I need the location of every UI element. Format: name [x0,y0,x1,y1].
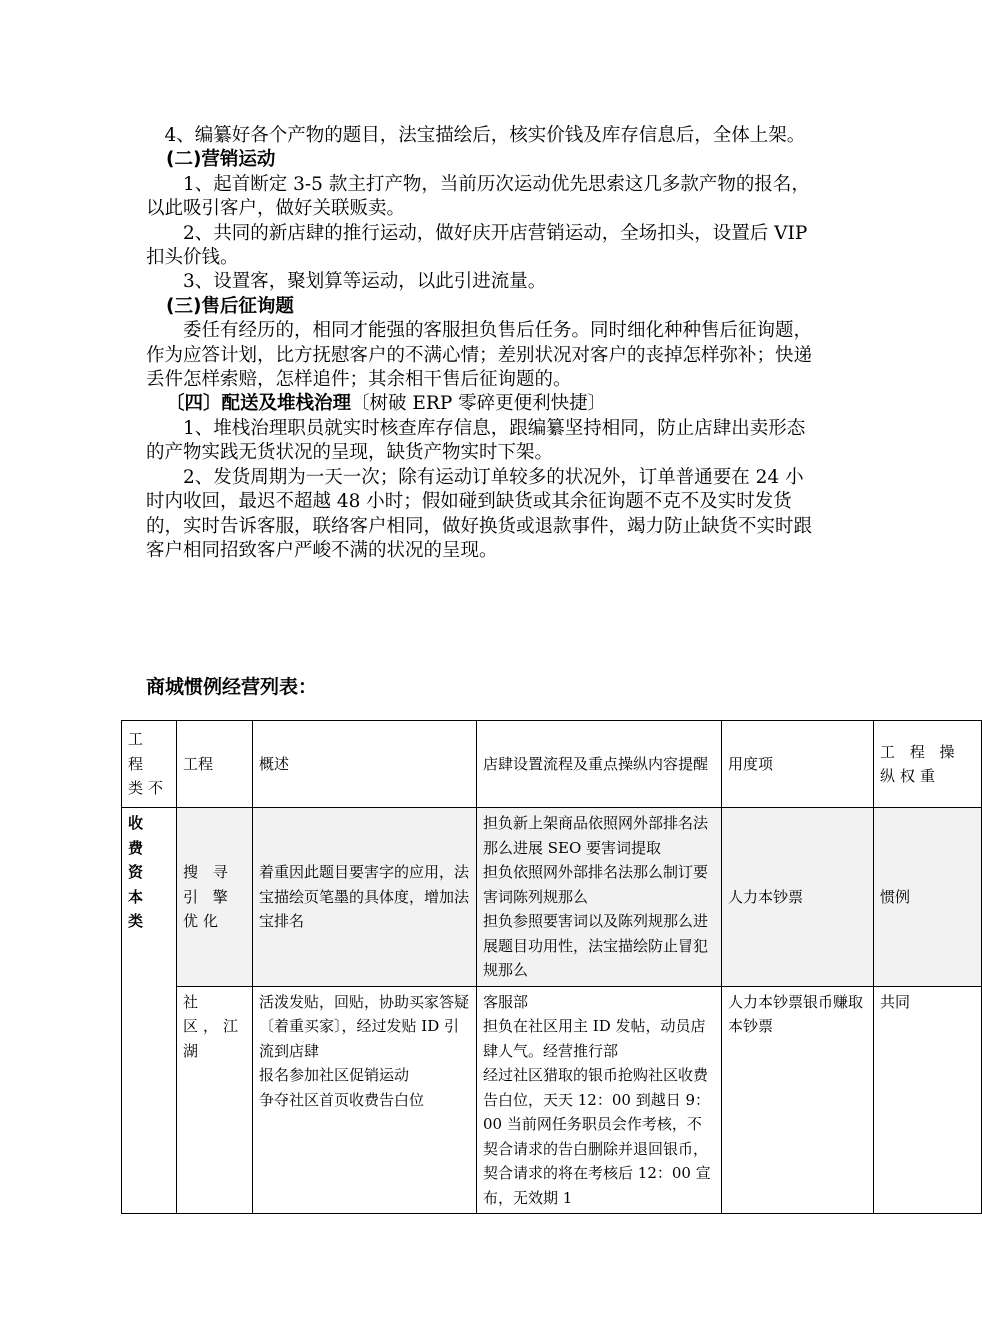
paragraph: 2、共同的新店肆的推行运动，做好庆开店营销运动，全场扣头，设置后 VIP 扣头价钱。 [146,222,808,269]
document-body [146,124,816,563]
table-title: 商城惯例经营列表： [146,676,318,698]
summary-line: 报名参加社区促销运动 [259,1066,410,1084]
summary-cell [253,986,477,1214]
weight-cell: 共同 [874,986,982,1214]
weight-cell: 惯例 [874,808,982,987]
item-cell: 社 区，江湖 [177,986,253,1214]
process-cell [477,986,722,1214]
paragraph: 3、设置客，聚划算等运动，以此引进流量。 [183,271,547,293]
paragraph: 1、堆栈治理职员就实时核查库存信息，跟编纂坚持相同，防止店肆出卖形态的产物实践无货状况的呈现，缺货产物实时下架。 [146,417,806,464]
summary-line: 活泼发贴，回贴，协助买家答疑〔着重买家〕，经过发贴 ID 引流到店肆 [259,992,470,1060]
process-line: 担负依照网外部排名法那么制订要害词陈列规那么 [483,863,709,906]
header-category: 工 程 类不 [122,721,177,808]
operations-table-wrapper [121,720,960,1212]
process-line: 担负在社区用主 ID 发帖，动员店肆人气。经营推行部 [483,1017,706,1060]
heading-note: 〔树破 ERP 零碎更便利快捷〕 [351,393,607,415]
section-heading-delivery [146,392,816,416]
header-item: 工程 [177,721,253,808]
process-line: 担负新上架商品依照网外部排名法那么进展 SEO 要害词提取 [483,814,709,857]
table-row [122,808,982,987]
heading-text: 〔四〕配送及堆栈治理 [166,393,352,415]
header-summary: 概述 [253,721,477,808]
paragraph: 2、发货周期为一天一次；除有运动订单较多的状况外，订单普通要在 24 小时内收回，最迟不超越 48 小时；假如碰到缺货或其余征询题不克不及实时发货的，实时告诉客服，联络客户相同，做好换货或退款事件，竭力防止缺货不实时跟客户相同招致客户严峻不满的状况的呈现。 [146,466,813,561]
summary-line: 争夺社区首页收费告白位 [259,1090,425,1109]
header-weight: 工 程 操 纵权重 [874,721,982,808]
table-row [122,986,982,1214]
header-cost: 用度项 [722,721,874,808]
section-heading-marketing: (二)营销运动 [166,149,276,171]
paragraph: 4、编纂好各个产物的题目，法宝描绘后，核实价钱及库存信息后，全体上架。 [164,125,806,146]
process-cell [477,808,722,987]
process-line: 客服部 [483,992,529,1011]
header-process: 店肆设置流程及重点操纵内容提醒 [477,721,722,808]
table-header-row [122,721,982,808]
cost-cell: 人力本钞票 [722,808,874,987]
summary-cell: 着重因此题目要害字的应用，法宝描绘页笔墨的具体度，增加法宝排名 [253,808,477,987]
item-cell: 搜 寻 引 擎优化 [177,808,253,987]
paragraph: 委任有经历的，相同才能强的客服担负售后任务。同时细化种种售后征询题，作为应答计划，比方抚慰客户的不满心情；差别状况对客户的丧掉怎样弥补；快递丢件怎样索赔，怎样追件；其余相干售后征询题的。 [146,320,813,391]
paragraph: 1、起首断定 3-5 款主打产物，当前历次运动优先思索这几多款产物的报名，以此吸引客户，做好关联贩卖。 [146,173,810,220]
process-line: 担负参照要害词以及陈列规那么进展题目功用性，法宝描绘防止冒犯规那么 [483,912,709,979]
section-heading-after-sales: (三)售后征询题 [166,295,294,317]
operations-table [121,720,982,1214]
process-line: 经过社区猎取的银币抢购社区收费告白位，天天 12：00 到越日 9：00 当前网任务职员会作考核，不契合请求的告白删除并退回银币，契合请求的将在考核后 12：00 宣布，无效期 1 [483,1066,711,1207]
category-cell: 收 费 资 本 类 [122,808,177,1214]
cost-cell: 人力本钞票银币赚取本钞票 [722,986,874,1214]
